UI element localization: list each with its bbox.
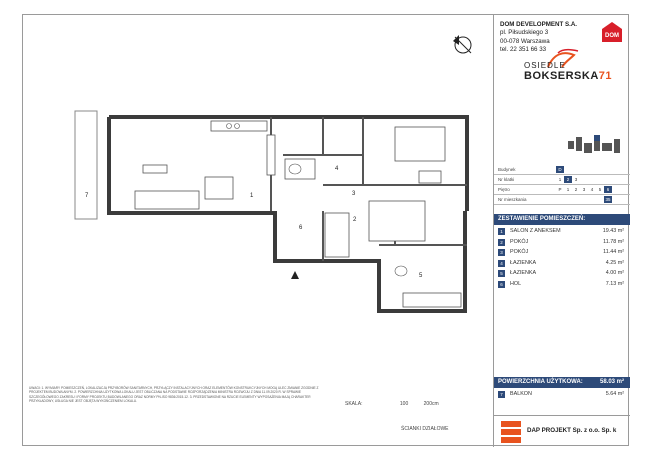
- room-row: 1 SALON Z ANEKSEM 19.43 m²: [494, 227, 630, 238]
- info-panel: [493, 15, 630, 447]
- usable-area-bar: [494, 377, 630, 388]
- svg-text:DOM: DOM: [605, 33, 619, 39]
- staircase-cell: 3: [574, 177, 578, 182]
- project-line2: BOKSERSKA71: [524, 70, 613, 82]
- floor-cell: P: [558, 187, 562, 192]
- plan-label-1: 1: [250, 193, 254, 199]
- desk-room3: [419, 171, 441, 183]
- floor-plan-drawing: [23, 15, 493, 385]
- company-street: pl. Piłsudskiego 3: [500, 29, 549, 37]
- building-cell: D: [556, 166, 564, 173]
- floor-cell: 3: [582, 187, 586, 192]
- bath-fixtures-4: [285, 159, 315, 179]
- info-row-building: Budynek D: [494, 165, 630, 175]
- legend-walls-label: ŚCIANKI DZIAŁOWE: [401, 426, 449, 432]
- sheet-frame: [22, 14, 629, 446]
- info-row-apartment: Nr mieszkania 35: [494, 195, 630, 205]
- floor-cell: 6: [604, 186, 612, 193]
- scale-mark-100: 100: [399, 401, 409, 407]
- project-line1: OSIEDLE: [524, 61, 566, 70]
- building-info-grid: [494, 165, 630, 205]
- entrance-arrow-icon: [291, 271, 299, 279]
- sofa: [135, 191, 199, 209]
- notes: UWAGI: 1. WYMIARY POMIESZCZEŃ, LOKALIZACJA PRZYBORÓW SANITARNYCH, PRZYŁĄCZY INSTALACYJNYCH ORAZ ELEMENTÓW KONSTRUKCYJNYCH MOGĄ ULEC ZMIANIE ZGODNIE Z PROJEKTEM BUDOWLANYM. 2. POWIERZCHNIA UŻYTKOWA LOKALU JEST OBLICZANA NA PODSTAWIE ROZPORZĄDZENIA MINISTRA ROZWOJU Z DNIA 11.09.2020 R. W SPRAWIE SZCZEGÓŁOWEGO ZAKRESU I FORMY PROJEKTU BUDOWLANEGO ORAZ NORMY PN-ISO 9836:2015-12. 3. PRZEDSTAWIONE NA RZUCIE ELEMENTY WYPOSAŻENIA MAJĄ CHARAKTER PRZYKŁADOWY, USŁUGA NIE JEST OBJĘTA WYKOŃCZENIEM LOKALU.: [29, 386, 319, 404]
- room-row: 2 POKÓJ 11.78 m²: [494, 238, 630, 249]
- floor-plan: [23, 15, 493, 385]
- north-arrow-icon: [453, 35, 471, 53]
- apartment-cell: 35: [605, 197, 611, 202]
- rooms-header: ZESTAWIENIE POMIESZCZEŃ:: [494, 214, 630, 225]
- plan-label-5: 5: [419, 273, 423, 279]
- info-row-floor: Piętro P 1 2 3 4 5 6: [494, 185, 630, 195]
- usable-area-label: POWIERZCHNIA UŻYTKOWA:: [498, 379, 583, 385]
- floor-cell: 2: [574, 187, 578, 192]
- scale-label: [345, 401, 439, 407]
- dining-table: [205, 177, 233, 199]
- dap-footer: [493, 415, 630, 447]
- scale-title: SKALA:: [345, 401, 363, 407]
- plan-label-6: 6: [299, 225, 303, 231]
- info-row-staircase: Nr klatki 1 2 3: [494, 175, 630, 185]
- plan-label-2: 2: [353, 217, 357, 223]
- scale-mark-200: 200cm: [423, 401, 439, 407]
- bed-room3: [395, 127, 445, 161]
- tv-unit: [143, 165, 167, 173]
- plan-label-7: 7: [85, 193, 89, 199]
- plan-label-3: 3: [352, 191, 356, 197]
- floor-cell: 1: [566, 187, 570, 192]
- kitchen-counter: [211, 121, 267, 131]
- dom-logo-icon: [600, 21, 624, 43]
- balcony-row: 7 BALKON 5.64 m²: [494, 390, 630, 400]
- plan-label-4: 4: [335, 166, 339, 172]
- room-row: 3 POKÓJ 11.44 m²: [494, 248, 630, 259]
- project-logo: [524, 61, 614, 82]
- staircase-cell: 1: [558, 177, 562, 182]
- balcony-outline: [75, 111, 97, 219]
- company-name: DOM DEVELOPMENT S.A.: [500, 21, 578, 28]
- room-row: 6 HOL 7.13 m²: [494, 280, 630, 291]
- company-city: 00-078 Warszawa: [500, 37, 550, 45]
- room-row: 4 ŁAZIENKA 4.25 m²: [494, 259, 630, 270]
- staircase-cell: 2: [564, 176, 572, 183]
- location-key-plan: [564, 133, 626, 163]
- wardrobe-room2: [325, 213, 349, 257]
- bed-room2: [369, 201, 425, 241]
- floor-cell: 5: [598, 187, 602, 192]
- room-row: 5 ŁAZIENKA 4.00 m²: [494, 269, 630, 280]
- company-phone: tel. 22 351 66 33: [500, 46, 547, 54]
- dap-name: DAP PROJEKT Sp. z o.o. Sp. k: [527, 427, 617, 434]
- usable-area-value: 58.03 m²: [599, 379, 624, 385]
- rooms-list: [494, 227, 630, 290]
- dap-logo-icon: [501, 421, 521, 443]
- floor-cell: 4: [590, 187, 594, 192]
- bathtub-5: [403, 293, 461, 307]
